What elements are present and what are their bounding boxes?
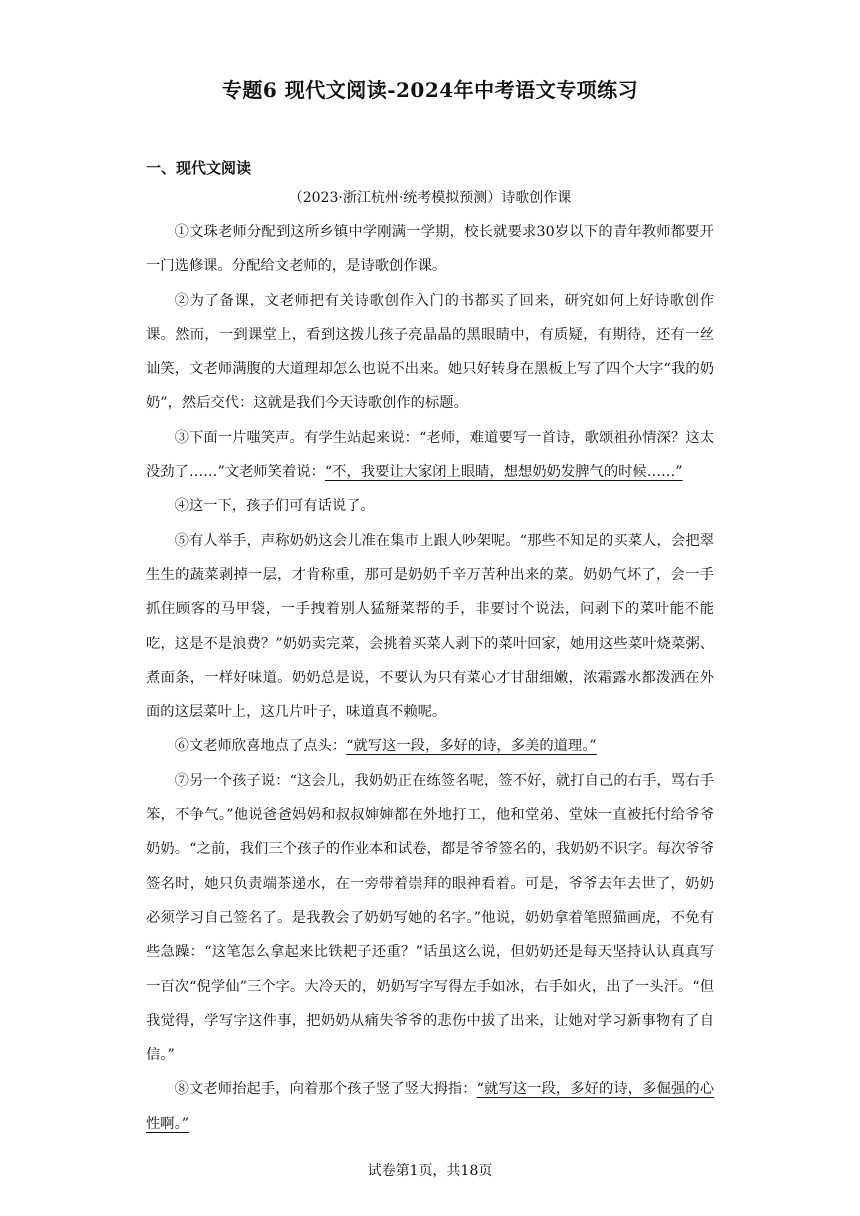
paragraph-8 — [146, 1072, 714, 1141]
passage-source-title: （2023·浙江杭州·统考模拟预测）诗歌创作课 — [288, 190, 572, 206]
paragraph-text: ①文珠老师分配到这所乡镇中学刚满一学期，校长就要求30岁以下的青年教师都要开一门选修课。分配给文老师的，是诗歌创作课。 — [146, 224, 714, 275]
paragraph-text: ⑥文老师欣喜地点了点头： — [174, 738, 347, 755]
passage-body — [146, 215, 714, 1141]
paragraph-text: ④这一下，孩子们可有话说了。 — [174, 498, 375, 515]
document-title: 专题6 现代文阅读-2024年中考语文专项练习 — [221, 78, 639, 102]
paragraph-2 — [146, 284, 714, 421]
paragraph-3 — [146, 421, 714, 490]
paragraph-text: ③下面一片嗤笑声。有学生站起来说：“老师，难道要写一首诗，歌颂祖孙情深？这太没劲了……”文老师笑着说： — [146, 429, 714, 481]
paragraph-text: ⑦另一个孩子说：“这会儿，我奶奶正在练签名呢，签不好，就打自己的右手，骂右手笨，不争气。”他说爸爸妈妈和叔叔婶婶都在外地打工，他和堂弟、堂妹一直被托付给爷爷奶奶。“之前，我们三个孩子的作业本和试卷，都是爷爷签名的，我奶奶不识字。每次爷爷签名时，她只负责端茶递水，在一旁带着崇拜的眼神看着。可是，爷爷去年去世了，奶奶必须学习自己签名了。是我教会了奶奶写她的名字。”他说，奶奶拿着笔照猫画虎，不免有些急躁：“这笔怎么拿起来比铁耙子还重？”话虽这么说，但奶奶还是每天坚持认认真真写一百次“倪学仙”三个字。大冷天的，奶奶写字写得左手如冰，右手如火，出了一头汗。“但我觉得，学写字这件事，把奶奶从痛失爷爷的悲伤中拔了出来，让她对学习新事物有了自信。” — [146, 772, 714, 1064]
paragraph-text: ⑧文老师抬起手，向着那个孩子竖了竖大拇指： — [174, 1081, 477, 1098]
underlined-quote: “不，我要让大家闭上眼睛，想想奶奶发脾气的时候……” — [324, 464, 683, 481]
paragraph-6 — [146, 729, 714, 763]
paragraph-7 — [146, 764, 714, 1073]
page-footer: 试卷第1页，共18页 — [367, 1163, 493, 1179]
paragraph-5 — [146, 524, 714, 730]
underlined-quote: “就写这一段，多好的诗，多倔强的心性啊。” — [146, 1081, 714, 1132]
section-heading: 一、现代文阅读 — [146, 159, 252, 177]
paragraph-text: ⑤有人举手，声称奶奶这会儿准在集市上跟人吵架呢。“那些不知足的买菜人，会把翠生生的蔬菜剥掉一层，才肯称重，那可是奶奶千辛万苦种出来的菜。奶奶气坏了，会一手抓住顾客的马甲袋，一手拽着别人猛掰菜帮的手，非要讨个说法，问剥下的菜叶能不能吃，这是不是浪费？”奶奶卖完菜，会挑着买菜人剥下的菜叶回家，她用这些菜叶烧菜粥、煮面条，一样好味道。奶奶总是说，不要认为只有菜心才甘甜细嫩，浓霜露水都泼洒在外面的这层菜叶上，这几片叶子，味道真不赖呢。 — [146, 532, 714, 721]
underlined-quote: “就写这一段，多好的诗，多美的道理。” — [346, 738, 597, 755]
paragraph-1 — [146, 215, 714, 284]
paragraph-text: ②为了备课，文老师把有关诗歌创作入门的书都买了回来，研究如何上好诗歌创作课。然而，一到课堂上，看到这拨儿孩子亮晶晶的黑眼睛中，有质疑，有期待，还有一丝讪笑，文老师满腹的大道理却怎么也说不出来。她只好转身在黑板上写了四个大字“我的奶奶”，然后交代：这就是我们今天诗歌创作的标题。 — [146, 292, 714, 412]
paragraph-4 — [146, 489, 714, 523]
